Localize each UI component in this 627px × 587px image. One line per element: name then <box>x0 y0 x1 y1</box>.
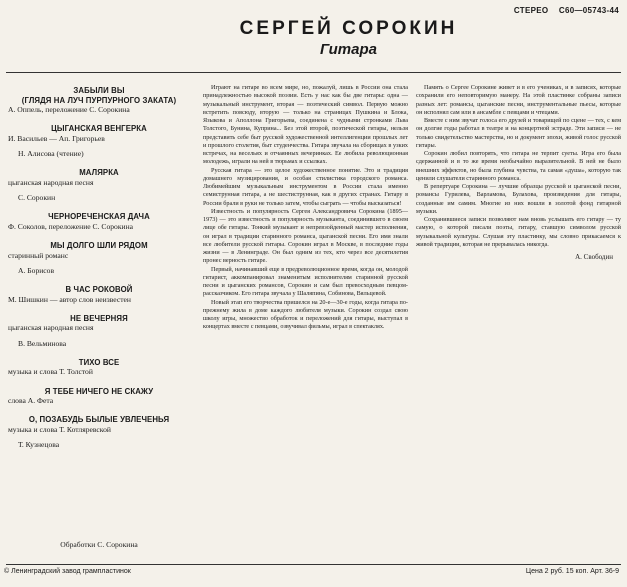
track-credit: И. Васильев — Ап. Григорьев <box>8 133 105 143</box>
liner-paragraph: Первый, начинавший еще в предреволюционное время, когда он, молодой гитарист, аккомпанировал знаменитым исполнителям старинной русской песни и цыганских романсов, Сорокин и сам был превосходным певцом-рассказчиком. Его гитара звучала у Шаляпина, Собинова, Вяльцевой. <box>203 265 408 298</box>
liner-paragraph: Новый этап его творчества пришелся на 20-е—30-е годы, когда гитара по-прежнему жила в доме каждого любителя музыки. Сорокин создал свою школу игры, множество обработок и переложений для гитары, выступал в концертах вместе с певцами, озвучивал фильмы, играл в спектаклях. <box>203 298 408 331</box>
track-performer: Н. Алисова (чтение) <box>18 149 84 158</box>
track-item <box>4 124 194 158</box>
catalog-number: С60—05743-44 <box>558 6 619 15</box>
track-title: ТИХО ВСЕ <box>78 357 120 367</box>
track-credit: старинный романс <box>8 250 69 260</box>
liner-paragraph: Память о Сергее Сорокине живет и в его учениках, и в записях, которые сохранили его неповторимую манеру. На этой пластинке собраны записи разных лет: романсы, цыганские песни, инструментальные пьесы, которые он исполнял сам или в ансамбле с певцами и чтецами. <box>416 84 621 116</box>
track-title: О, ПОЗАБУДЬ БЫЛЫЕ УВЛЕЧЕНЬЯ <box>28 415 170 425</box>
track-item <box>4 387 194 406</box>
track-credit: слова А. Фета <box>8 396 54 405</box>
track-credit: Ф. Соколов, переложение С. Сорокина <box>8 221 134 231</box>
album-title: Гитара <box>320 41 377 58</box>
header <box>0 18 627 58</box>
track-credit: цыганская народная песня <box>8 177 94 187</box>
track-credit: музыка и слова Т. Котляревской <box>8 424 111 434</box>
track-item <box>4 358 194 377</box>
liner-notes-column-2 <box>416 84 621 262</box>
track-performer: А. Борисов <box>18 265 55 275</box>
track-item <box>4 415 194 449</box>
track-item <box>4 168 194 202</box>
liner-paragraph: Вместе с ним звучат голоса его друзей и товарищей по сцене — тех, с кем он долгие годы работал в театре и на концертной эстраде. Эти записи — не только свидетельство мастерства, но и документ эпохи, живой голос русской гитары. <box>416 117 621 149</box>
track-title: ЦЫГАНСКАЯ ВЕНГЕРКА <box>51 124 147 134</box>
notes-author: А. Свободин <box>575 253 613 261</box>
manufacturer: © Ленинградский завод грампластинок <box>4 568 131 575</box>
artist-name: СЕРГЕЙ СОРОКИН <box>239 18 458 39</box>
track-title: МАЛЯРКА <box>79 168 119 178</box>
liner-paragraph: Сохранившиеся записи позволяют нам вновь услышать его гитару — ту самую, о которой писали поэты, гитару, ставшую символом русской музыкальной культуры. Слушая эту пластинку, мы словно прикасаемся к живой традиции, которая не прерывалась никогда. <box>416 216 621 248</box>
liner-notes-column-1 <box>203 84 408 332</box>
track-item <box>4 241 194 275</box>
arranger-credit: Обработки С. Сорокина <box>60 540 138 549</box>
track-credit: М. Шишкин — автор слов неизвестен <box>8 294 131 304</box>
liner-paragraph: Играют на гитаре во всем мире, но, пожалуй, лишь в России она стала принадлежностью высокой поэзии. Есть у нас как бы две гитары: одна — музыкальный инструмент, вторая — поэтический символ. Первую можно встретить повсюду, вторую — только на страницах Пушкина и Блока, Языкова и Аполлона Григорьева, соединена с чудными стронками Льва Толстого, Бунина, Куприна... Без этой второй, поэтической гитары, нельзя представить себе быт русской художественной интеллигенции прошлых лет и прошлого столетия, быт студенчества. Гитара звучала на сборищах в узких встречах, на весельях и отчаянных вечеринках. Ее любила революционная молодежь, играли на ней в тюрьмах и ссылках. <box>203 84 408 166</box>
track-title: ЧЕРНОРЕЧЕНСКАЯ ДАЧА <box>48 212 150 222</box>
track-title: МЫ ДОЛГО ШЛИ РЯДОМ <box>50 241 148 250</box>
track-credit: музыка и слова Т. Толстой <box>8 367 93 377</box>
stereo-label: СТЕРЕО <box>513 6 549 15</box>
track-item <box>4 314 194 348</box>
liner-paragraph: В репертуаре Сорокина — лучшие образцы русской и цыганской песни, романсы Гурилева, Варламова, Булахова, произведения для гитары, созданные им самим. Многие из них вошли в золотой фонд гитарной музыки. <box>416 183 621 215</box>
track-title: Я ТЕБЕ НИЧЕГО НЕ СКАЖУ <box>44 386 154 396</box>
liner-paragraph: Известность и популярность Сергея Александровича Сорокина (1895—1973) — это известность и популярность музыканта, соединившего в своем лице обе гитары. Тонкий музыкант и непревзойденный мастер исполнения, он играл в традиции старинного романса, цыганской песни. Его имя знали все любители русской гитары. Сорокин играл в Москве, в последние годы жизни — в Ленинграде. Он был одним из тех, кто через все десятилетия пронес верность гитаре. <box>203 207 408 265</box>
track-performer: Т. Кузнецова <box>18 440 60 449</box>
catalog-line <box>506 6 619 15</box>
bottom-rule <box>6 564 621 565</box>
track-credit: цыганская народная песня <box>8 323 94 333</box>
track-performer: В. Вельминова <box>18 338 67 348</box>
price-label: Цена 2 руб. 15 коп. Арт. 36-9 <box>525 568 619 575</box>
track-performer: С. Сорокин <box>18 193 56 202</box>
track-title: ЗАБЫЛИ ВЫ (ГЛЯДЯ НА ЛУЧ ПУРПУРНОГО ЗАКАТА) <box>21 86 177 105</box>
track-list <box>4 86 194 459</box>
track-item <box>4 212 194 231</box>
track-title: НЕ ВЕЧЕРНЯЯ <box>70 313 128 323</box>
track-item <box>4 86 194 114</box>
liner-paragraph: Сорокин любил повторять, что гитара не терпит суеты. Игра его была сдержанной и в то же время необычайно выразительной. В ней не было внешних эффектов, но была глубина чувства, та самая «душа», которую так ценили слушатели старинного романса. <box>416 150 621 182</box>
track-title: В ЧАС РОКОВОЙ <box>65 285 133 294</box>
track-item <box>4 285 194 304</box>
liner-paragraph: Русская гитара — это целое художественное понятие. Это и традиция домашнего музицирования, и особая стилистика городского романса. Любимейшим музыкальным инструментом в России стала именно семиструнная гитара, а не шестиструнная, как в других странах. Гитару в России брали в руки не только затем, чтобы сыграть — чтобы высказаться! <box>203 166 408 207</box>
track-credit: А. Оппель, переложение С. Сорокина <box>8 105 130 114</box>
top-rule <box>6 72 621 73</box>
